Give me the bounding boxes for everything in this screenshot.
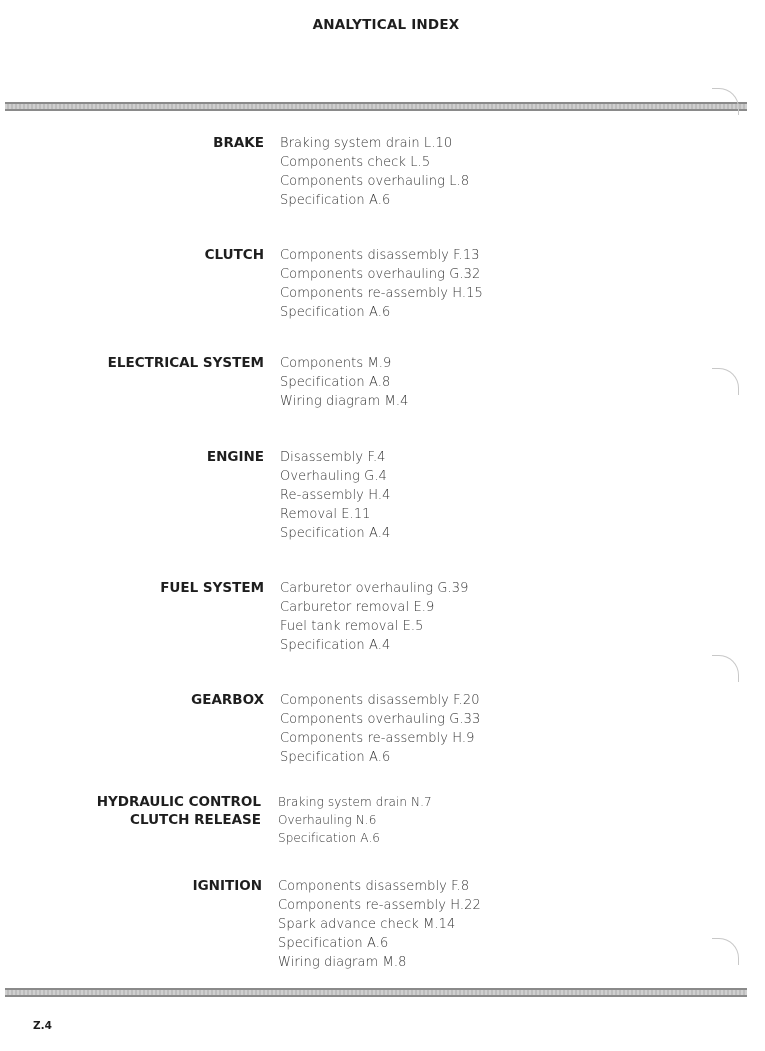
section-heading-line: CLUTCH RELEASE	[130, 812, 261, 828]
index-entry: Overhauling G.4	[280, 469, 387, 484]
index-entry: Specification A.6	[278, 831, 381, 845]
entry-list	[280, 354, 408, 411]
entry-list	[278, 877, 481, 972]
section-heading: ELECTRICAL SYSTEM	[107, 355, 264, 371]
index-entry: Components disassembly F.20	[280, 693, 480, 708]
index-entry: Removal E.11	[280, 507, 371, 522]
index-entry: Specification A.4	[280, 638, 391, 653]
section-heading: CLUTCH	[204, 247, 264, 263]
index-entry: Specification A.8	[280, 375, 391, 390]
index-entry: Components re-assembly H.15	[280, 286, 483, 301]
entry-list	[280, 134, 469, 210]
page-number: Z.4	[33, 1020, 52, 1032]
index-entry: Specification A.6	[280, 193, 391, 208]
punch-hole-mark	[712, 655, 739, 682]
index-entry: Specification A.4	[280, 526, 391, 541]
index-entry: Components overhauling G.32	[280, 267, 481, 282]
index-entry: Components re-assembly H.9	[280, 731, 475, 746]
page-title: ANALYTICAL INDEX	[312, 17, 460, 33]
index-entry: Braking system drain N.7	[278, 795, 432, 809]
punch-hole-mark	[712, 88, 739, 115]
section-heading	[97, 793, 261, 829]
section-heading: IGNITION	[192, 878, 262, 894]
section-heading: ENGINE	[206, 449, 264, 465]
index-entry: Components disassembly F.13	[280, 248, 480, 263]
index-entry: Components check L.5	[280, 155, 431, 170]
entry-list	[280, 448, 390, 543]
index-entry: Components M.9	[280, 356, 392, 371]
index-entry: Braking system drain L.10	[280, 136, 453, 151]
index-entry: Wiring diagram M.8	[278, 955, 407, 970]
index-entry: Carburetor overhauling G.39	[280, 581, 469, 596]
entry-list	[280, 579, 469, 655]
index-entry: Wiring diagram M.4	[280, 394, 409, 409]
index-entry: Components re-assembly H.22	[278, 898, 481, 913]
top-divider	[5, 102, 747, 111]
punch-hole-mark	[712, 938, 739, 965]
index-entry: Disassembly F.4	[280, 450, 386, 465]
index-entry: Components disassembly F.8	[278, 879, 470, 894]
section-heading: BRAKE	[213, 135, 264, 151]
punch-hole-mark	[712, 368, 739, 395]
bottom-divider	[5, 988, 747, 997]
index-entry: Components overhauling L.8	[280, 174, 470, 189]
index-entry: Re-assembly H.4	[280, 488, 391, 503]
index-entry: Specification A.6	[280, 305, 391, 320]
index-entry: Components overhauling G.33	[280, 712, 481, 727]
index-entry: Specification A.6	[278, 936, 389, 951]
section-heading-line: HYDRAULIC CONTROL	[96, 794, 261, 810]
section-heading: GEARBOX	[191, 692, 264, 708]
section-heading: FUEL SYSTEM	[160, 580, 264, 596]
index-entry: Carburetor removal E.9	[280, 600, 435, 615]
index-entry: Spark advance check M.14	[278, 917, 456, 932]
index-entry: Overhauling N.6	[278, 813, 377, 827]
index-entry: Fuel tank removal E.5	[280, 619, 424, 634]
index-entry: Specification A.6	[280, 750, 391, 765]
entry-list	[280, 691, 480, 767]
entry-list	[278, 793, 432, 847]
entry-list	[280, 246, 483, 322]
